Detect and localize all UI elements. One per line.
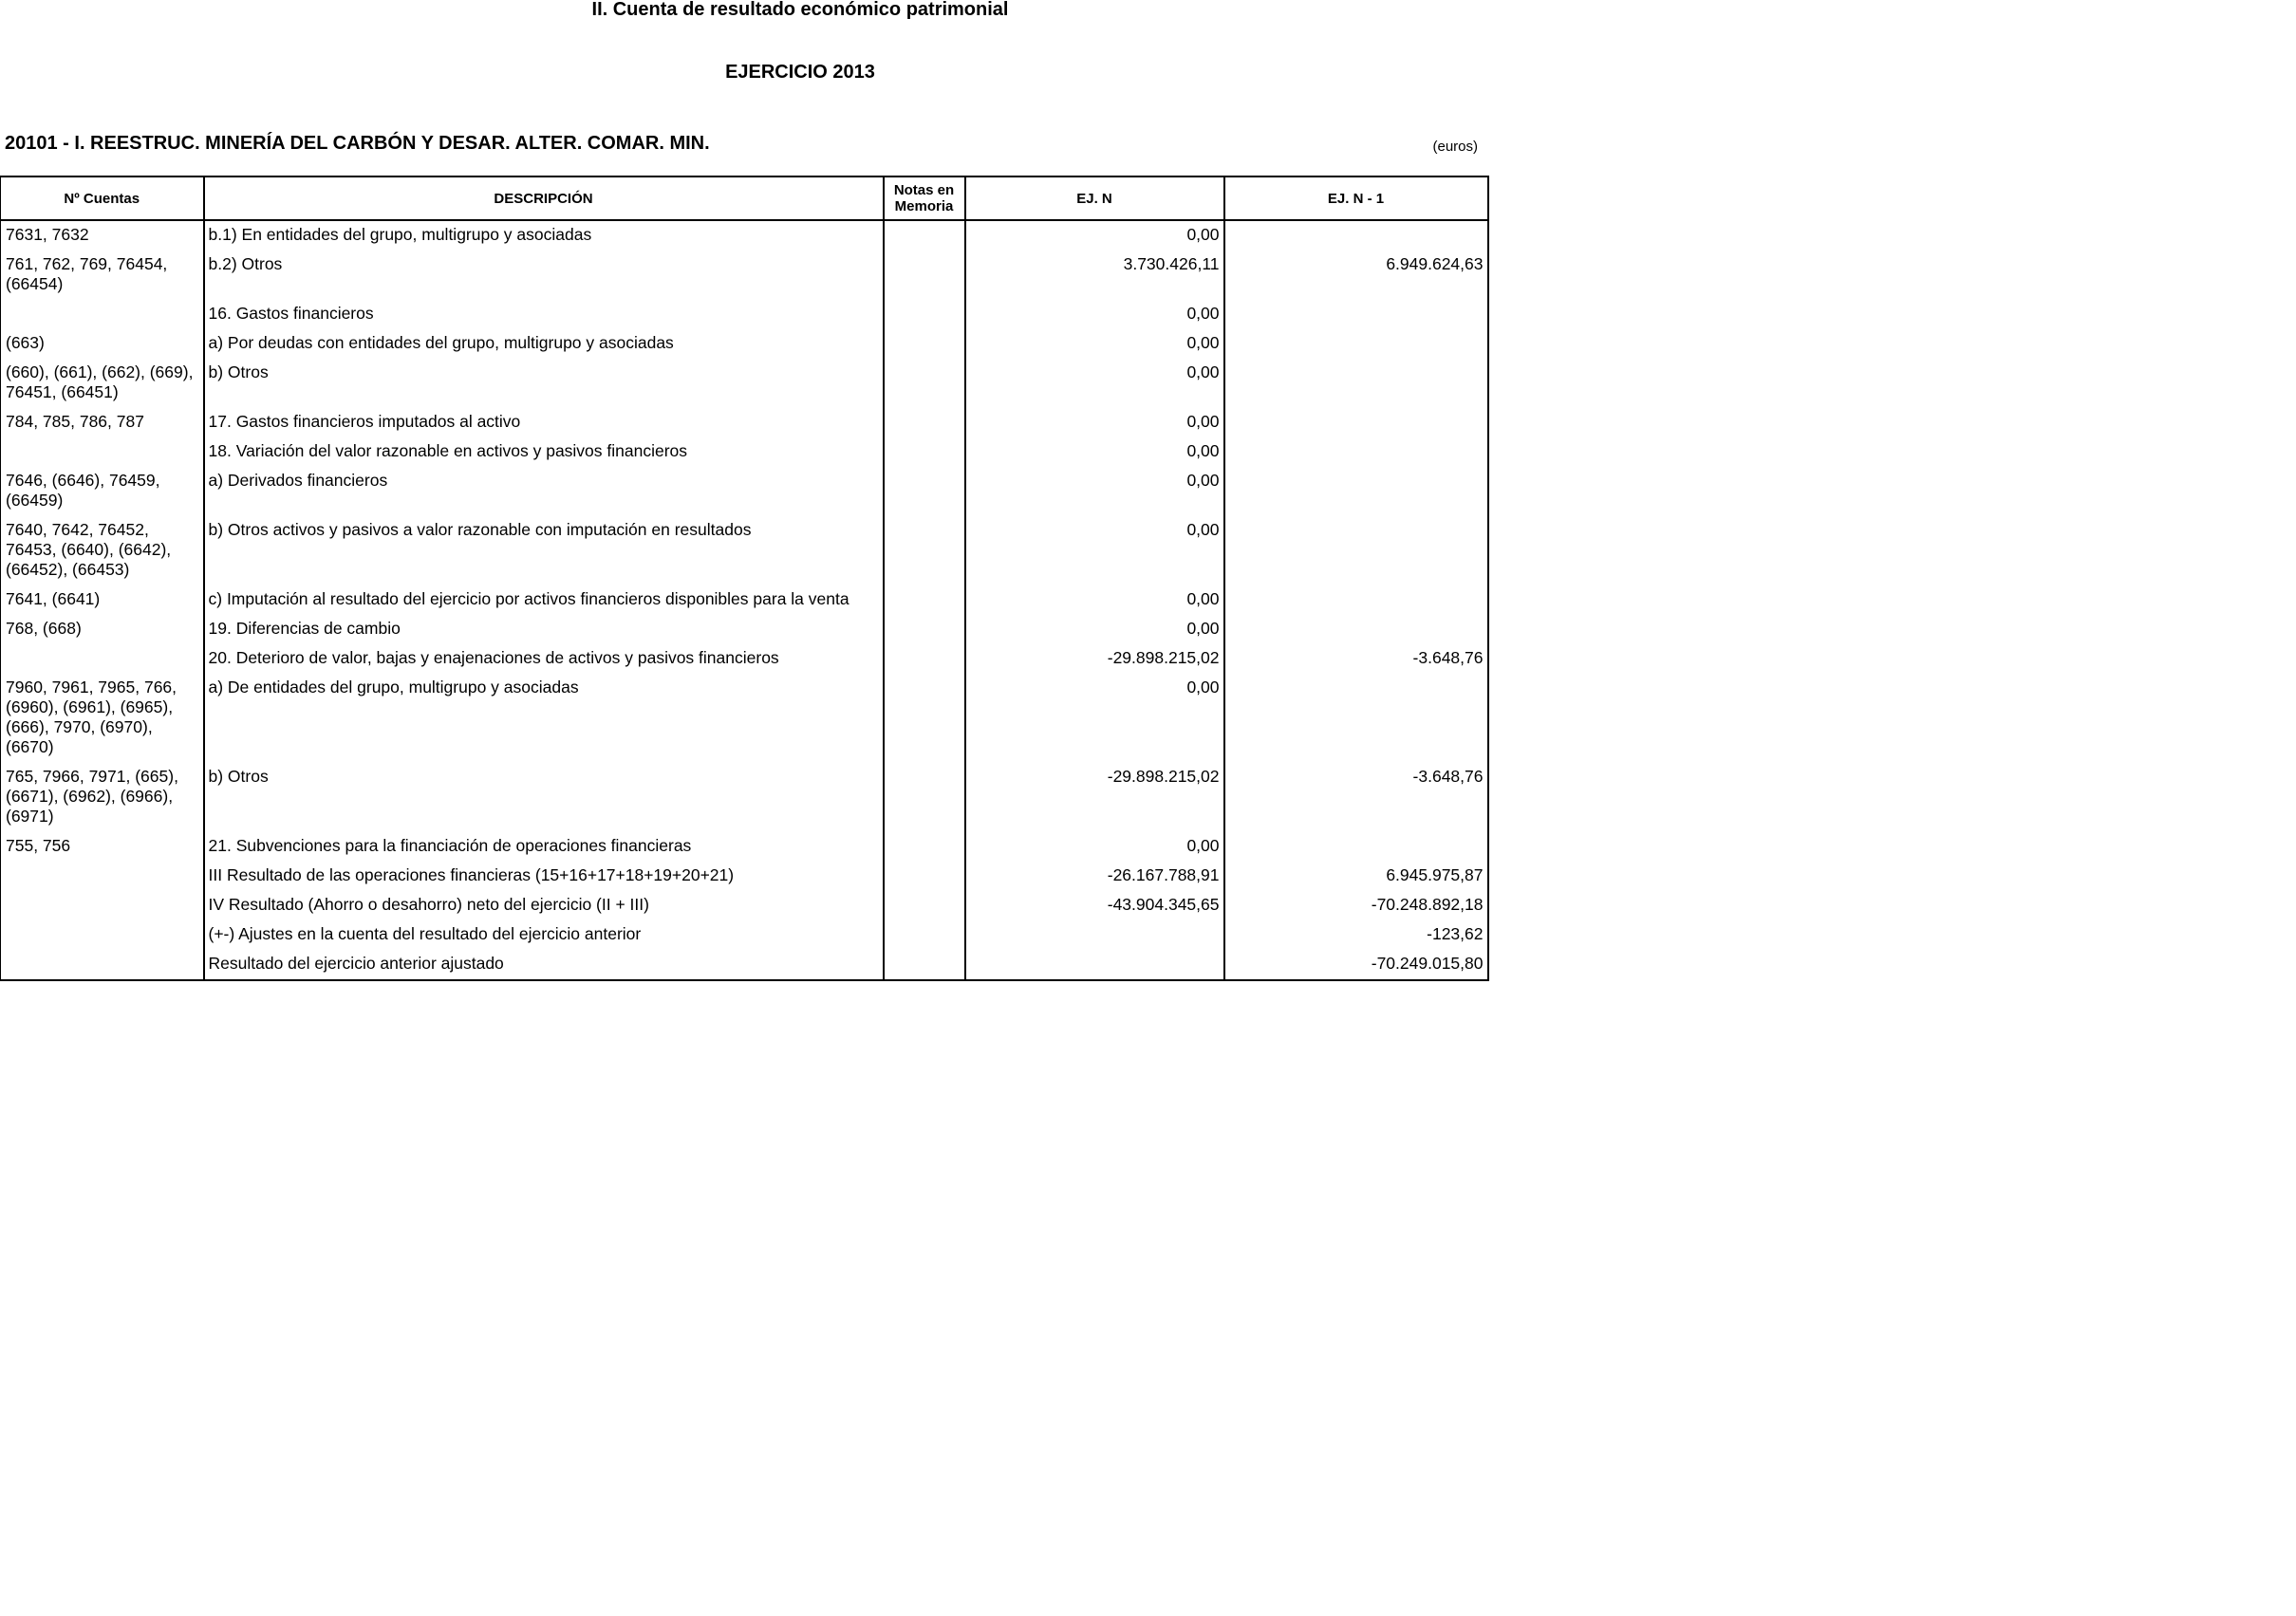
results-table: [0, 176, 1489, 981]
cell-ej-n1: [1224, 467, 1488, 516]
cell-accounts: 765, 7966, 7971, (665), (6671), (6962), (6966), (6971): [1, 763, 204, 832]
currency-note: (euros): [1432, 139, 1478, 155]
cell-notes: [884, 891, 965, 920]
cell-ej-n: 0,00: [965, 220, 1224, 251]
cell-notes: [884, 763, 965, 832]
cell-notes: [884, 950, 965, 980]
cell-ej-n1: [1224, 615, 1488, 644]
cell-ej-n: 0,00: [965, 437, 1224, 467]
cell-ej-n1: [1224, 674, 1488, 763]
table-row: [1, 674, 1488, 763]
cell-accounts: [1, 920, 204, 950]
cell-notes: [884, 220, 965, 251]
cell-notes: [884, 644, 965, 674]
cell-description: a) De entidades del grupo, multigrupo y asociadas: [204, 674, 884, 763]
entity-title: 20101 - I. REESTRUC. MINERÍA DEL CARBÓN Y DESAR. ALTER. COMAR. MIN.: [5, 133, 710, 154]
cell-ej-n1: -3.648,76: [1224, 763, 1488, 832]
cell-notes: [884, 585, 965, 615]
cell-ej-n1: [1224, 408, 1488, 437]
cell-ej-n1: [1224, 300, 1488, 329]
cell-notes: [884, 408, 965, 437]
table-row: [1, 862, 1488, 891]
cell-description: a) Derivados financieros: [204, 467, 884, 516]
cell-ej-n: 0,00: [965, 300, 1224, 329]
cell-accounts: [1, 862, 204, 891]
table-row: [1, 516, 1488, 585]
cell-notes: [884, 832, 965, 862]
cell-ej-n1: [1224, 220, 1488, 251]
cell-accounts: (663): [1, 329, 204, 359]
cell-description: (+-) Ajustes en la cuenta del resultado del ejercicio anterior: [204, 920, 884, 950]
cell-ej-n: 0,00: [965, 408, 1224, 437]
cell-notes: [884, 920, 965, 950]
table-row: [1, 467, 1488, 516]
cell-accounts: [1, 644, 204, 674]
cell-notes: [884, 674, 965, 763]
cell-ej-n: -43.904.345,65: [965, 891, 1224, 920]
cell-ej-n: 0,00: [965, 467, 1224, 516]
cell-accounts: 755, 756: [1, 832, 204, 862]
cell-description: 19. Diferencias de cambio: [204, 615, 884, 644]
table-row: [1, 950, 1488, 980]
cell-description: a) Por deudas con entidades del grupo, multigrupo y asociadas: [204, 329, 884, 359]
cell-ej-n: [965, 950, 1224, 980]
cell-accounts: 7631, 7632: [1, 220, 204, 251]
cell-description: c) Imputación al resultado del ejercicio por activos financieros disponibles para la venta: [204, 585, 884, 615]
cell-ej-n1: 6.945.975,87: [1224, 862, 1488, 891]
cell-ej-n: 0,00: [965, 329, 1224, 359]
cell-notes: [884, 516, 965, 585]
cell-description: III Resultado de las operaciones financieras (15+16+17+18+19+20+21): [204, 862, 884, 891]
table-row: [1, 920, 1488, 950]
table-row: [1, 251, 1488, 300]
table-row: [1, 891, 1488, 920]
cell-ej-n: 0,00: [965, 615, 1224, 644]
cell-ej-n1: 6.949.624,63: [1224, 251, 1488, 300]
cell-accounts: [1, 437, 204, 467]
cell-notes: [884, 437, 965, 467]
cell-ej-n1: [1224, 359, 1488, 408]
cell-description: IV Resultado (Ahorro o desahorro) neto del ejercicio (II + III): [204, 891, 884, 920]
cell-ej-n: 0,00: [965, 516, 1224, 585]
cell-notes: [884, 615, 965, 644]
cell-description: 21. Subvenciones para la financiación de operaciones financieras: [204, 832, 884, 862]
cell-notes: [884, 251, 965, 300]
column-header-notes: Notas en Memoria: [884, 176, 965, 220]
cell-ej-n1: -70.248.892,18: [1224, 891, 1488, 920]
table-row: [1, 300, 1488, 329]
cell-accounts: 7641, (6641): [1, 585, 204, 615]
cell-notes: [884, 467, 965, 516]
cell-ej-n1: -3.648,76: [1224, 644, 1488, 674]
cell-ej-n1: -70.249.015,80: [1224, 950, 1488, 980]
cell-ej-n1: [1224, 585, 1488, 615]
cell-ej-n1: [1224, 516, 1488, 585]
cell-ej-n: 3.730.426,11: [965, 251, 1224, 300]
table-header: [1, 176, 1488, 220]
cell-accounts: 7646, (6646), 76459, (66459): [1, 467, 204, 516]
cell-ej-n: 0,00: [965, 585, 1224, 615]
cell-ej-n: -29.898.215,02: [965, 644, 1224, 674]
cell-accounts: (660), (661), (662), (669), 76451, (66451): [1, 359, 204, 408]
exercise-title: EJERCICIO 2013: [725, 62, 875, 83]
column-header-ej-n: EJ. N: [965, 176, 1224, 220]
table-row: [1, 585, 1488, 615]
cell-description: b) Otros: [204, 763, 884, 832]
cell-ej-n: 0,00: [965, 674, 1224, 763]
cell-description: b) Otros: [204, 359, 884, 408]
table-row: [1, 408, 1488, 437]
cell-accounts: 784, 785, 786, 787: [1, 408, 204, 437]
cell-ej-n: 0,00: [965, 359, 1224, 408]
cell-accounts: [1, 950, 204, 980]
header-row: [1, 176, 1488, 220]
cell-description: b) Otros activos y pasivos a valor razonable con imputación en resultados: [204, 516, 884, 585]
cell-accounts: 768, (668): [1, 615, 204, 644]
table-body: [1, 220, 1488, 980]
cell-ej-n1: -123,62: [1224, 920, 1488, 950]
table-row: [1, 832, 1488, 862]
column-header-ej-n1: EJ. N - 1: [1224, 176, 1488, 220]
page-title: II. Cuenta de resultado económico patrimonial: [591, 0, 1009, 20]
cell-description: b.1) En entidades del grupo, multigrupo y asociadas: [204, 220, 884, 251]
cell-notes: [884, 300, 965, 329]
cell-description: 17. Gastos financieros imputados al activo: [204, 408, 884, 437]
cell-notes: [884, 862, 965, 891]
table-row: [1, 220, 1488, 251]
cell-ej-n1: [1224, 437, 1488, 467]
cell-accounts: [1, 300, 204, 329]
table-row: [1, 329, 1488, 359]
table-row: [1, 644, 1488, 674]
cell-ej-n: -26.167.788,91: [965, 862, 1224, 891]
cell-description: 18. Variación del valor razonable en activos y pasivos financieros: [204, 437, 884, 467]
cell-notes: [884, 359, 965, 408]
cell-accounts: 7960, 7961, 7965, 766, (6960), (6961), (6965), (666), 7970, (6970), (6670): [1, 674, 204, 763]
cell-notes: [884, 329, 965, 359]
cell-ej-n: [965, 920, 1224, 950]
column-header-description: DESCRIPCIÓN: [204, 176, 884, 220]
table-row: [1, 359, 1488, 408]
table-row: [1, 437, 1488, 467]
cell-description: Resultado del ejercicio anterior ajustado: [204, 950, 884, 980]
cell-ej-n1: [1224, 832, 1488, 862]
cell-description: b.2) Otros: [204, 251, 884, 300]
table-row: [1, 615, 1488, 644]
cell-ej-n1: [1224, 329, 1488, 359]
column-header-accounts: Nº Cuentas: [1, 176, 204, 220]
cell-description: 20. Deterioro de valor, bajas y enajenaciones de activos y pasivos financieros: [204, 644, 884, 674]
cell-accounts: 7640, 7642, 76452, 76453, (6640), (6642), (66452), (66453): [1, 516, 204, 585]
cell-description: 16. Gastos financieros: [204, 300, 884, 329]
cell-accounts: 761, 762, 769, 76454, (66454): [1, 251, 204, 300]
cell-ej-n: -29.898.215,02: [965, 763, 1224, 832]
table-row: [1, 763, 1488, 832]
cell-accounts: [1, 891, 204, 920]
cell-ej-n: 0,00: [965, 832, 1224, 862]
